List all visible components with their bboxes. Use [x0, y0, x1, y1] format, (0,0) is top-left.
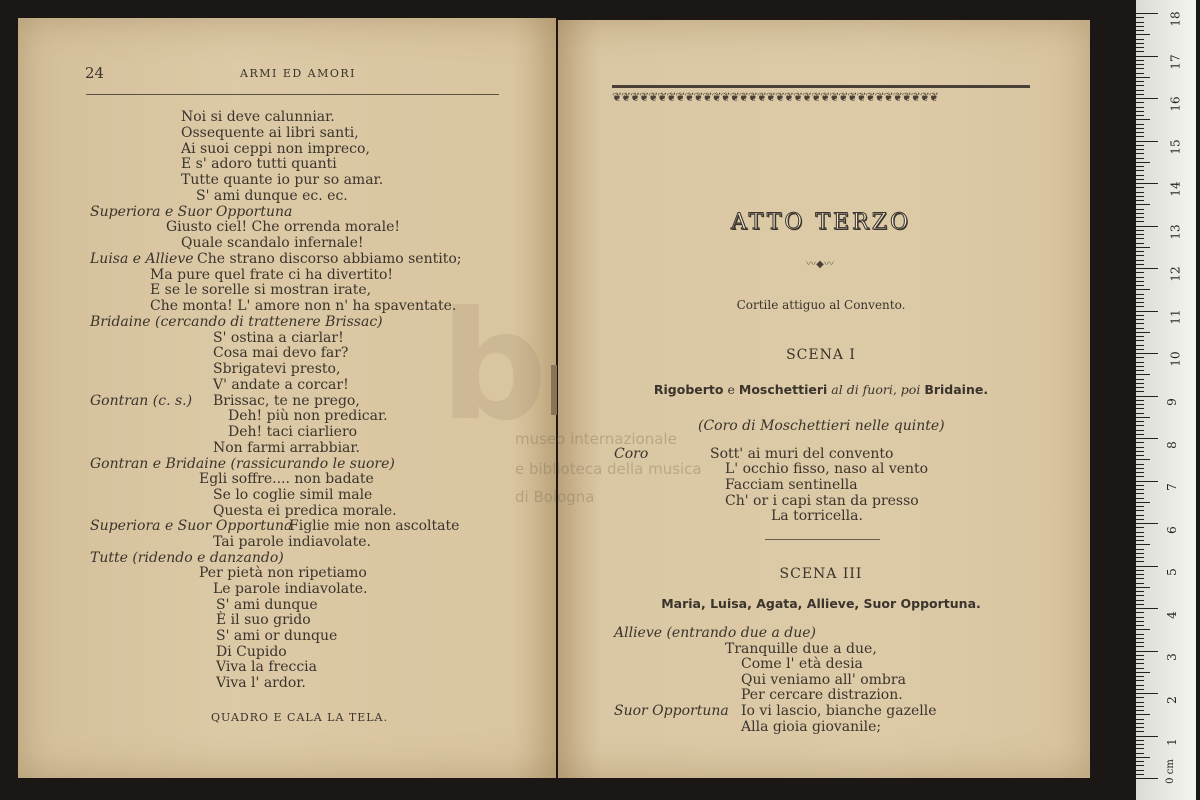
- ruler-tick: [1136, 323, 1144, 324]
- ruler-tick: [1136, 149, 1144, 150]
- verse-line: Deh! più non predicar.: [228, 408, 388, 424]
- ruler-tick: [1136, 710, 1144, 711]
- cast-name: Bridaine.: [924, 382, 989, 397]
- ruler-tick: [1136, 272, 1144, 273]
- ruler-tick: [1136, 625, 1144, 626]
- ruler-tick: [1136, 94, 1144, 95]
- ruler-tick: [1136, 357, 1144, 358]
- ruler-tick: [1136, 447, 1144, 448]
- ruler-tick: [1136, 587, 1150, 588]
- ruler-tick: [1136, 264, 1144, 265]
- ruler-tick: [1136, 553, 1144, 554]
- ruler-tick: [1136, 285, 1144, 286]
- ruler-tick: [1136, 430, 1144, 431]
- ruler-tick: [1136, 642, 1144, 643]
- verse-line: Noi si deve calunniar.: [181, 109, 335, 125]
- ruler-tick: [1136, 141, 1158, 142]
- ruler-tick: [1136, 175, 1144, 176]
- ruler-tick: [1136, 731, 1144, 732]
- ruler-tick: [1136, 502, 1150, 503]
- ruler-tick: [1136, 523, 1158, 524]
- verse-line: Per cercare distrazion.: [741, 687, 903, 703]
- verse-line: Ma pure quel frate ci ha divertito!: [150, 267, 394, 283]
- ruler-mark: 15: [1168, 139, 1183, 155]
- ruler-tick: [1136, 591, 1144, 592]
- ruler-tick: [1136, 353, 1158, 354]
- verse-line: Di Cupido: [216, 644, 287, 660]
- ruler-mark: 16: [1168, 96, 1183, 112]
- verse-line: Quale scandalo infernale!: [181, 235, 364, 251]
- ruler-tick: [1136, 655, 1144, 656]
- ruler-tick: [1136, 404, 1144, 405]
- ruler-mark: 2: [1164, 696, 1179, 704]
- ruler-tick: [1136, 685, 1144, 686]
- ruler-tick: [1136, 230, 1144, 231]
- ruler-tick: [1136, 379, 1144, 380]
- ruler-tick: [1136, 566, 1158, 567]
- ruler-tick: [1136, 119, 1150, 120]
- ruler-tick: [1136, 540, 1144, 541]
- ruler-tick: [1136, 209, 1144, 210]
- scene3-cast: Maria, Luisa, Agata, Allieve, Suor Opportuna.: [661, 596, 981, 611]
- ruler-tick: [1136, 387, 1144, 388]
- verse-line: Ch' or i capi stan da presso: [725, 493, 919, 509]
- ruler-tick: [1136, 43, 1144, 44]
- ruler-tick: [1136, 536, 1144, 537]
- ruler-tick: [1136, 124, 1144, 125]
- ruler-tick: [1136, 493, 1144, 494]
- ruler-tick: [1136, 651, 1158, 652]
- ruler-tick: [1136, 102, 1144, 103]
- ruler-mark: 4: [1164, 611, 1179, 619]
- watermark-line-2: e biblioteca della musica: [515, 460, 702, 478]
- ruler-tick: [1136, 608, 1158, 609]
- ruler-tick: [1136, 260, 1144, 261]
- ruler-tick: [1136, 719, 1144, 720]
- ruler-tick: [1136, 22, 1144, 23]
- speaker-name: Superiora e Suor Opportuna: [90, 204, 293, 220]
- verse-line: Tutte quante io pur so amar.: [181, 172, 384, 188]
- ruler-tick: [1136, 417, 1150, 418]
- verse-line: Tai parole indiavolate.: [213, 534, 371, 550]
- ruler-tick: [1136, 255, 1144, 256]
- ruler-tick: [1136, 311, 1158, 312]
- ruler-tick: [1136, 680, 1144, 681]
- ruler-tick: [1136, 408, 1144, 409]
- speaker-name: Suor Opportuna: [614, 703, 729, 719]
- ruler-mark: 8: [1164, 441, 1179, 449]
- verse-line: Per pietà non ripetiamo: [199, 565, 367, 581]
- verse-line: Viva l' ardor.: [216, 675, 306, 691]
- ruler-tick: [1136, 532, 1144, 533]
- ruler-tick: [1136, 213, 1144, 214]
- verse-line: E s' adoro tutti quanti: [181, 156, 337, 172]
- ruler-tick: [1136, 39, 1144, 40]
- ruler-tick: [1136, 294, 1144, 295]
- ruler-tick: [1136, 498, 1144, 499]
- ruler-mark: 18: [1168, 11, 1183, 27]
- ruler-mark: 13: [1168, 224, 1183, 240]
- ruler-tick: [1136, 30, 1144, 31]
- ruler-tick: [1136, 336, 1144, 337]
- speaker-name: Coro: [614, 446, 649, 462]
- ruler-tick: [1136, 702, 1144, 703]
- ruler-tick: [1136, 60, 1144, 61]
- ruler-tick: [1136, 519, 1144, 520]
- verse-line: Cosa mai devo far?: [213, 345, 349, 361]
- ruler-tick: [1136, 672, 1150, 673]
- ruler-tick: [1136, 132, 1144, 133]
- ruler-tick: [1136, 459, 1150, 460]
- ruler-tick: [1136, 332, 1150, 333]
- ruler-tick: [1136, 374, 1150, 375]
- ruler-unit-label: 0 cm: [1164, 759, 1176, 784]
- ruler-tick: [1136, 85, 1144, 86]
- ruler-tick: [1136, 153, 1144, 154]
- verse-line: Questa ei predica morale.: [213, 503, 397, 519]
- verse-line: Che strano discorso abbiamo sentito;: [197, 251, 462, 267]
- ornament-border: ❦❦❦❦❦❦❦❦❦❦❦❦❦❦❦❦❦❦❦❦❦❦❦❦❦❦❦❦❦❦❦❦❦❦❦❦: [612, 90, 938, 104]
- speaker-name: Bridaine (cercando di trattenere Brissac): [90, 314, 383, 330]
- verse-line: Tranquille due a due,: [725, 641, 877, 657]
- verse-line: Ai suoi ceppi non impreco,: [181, 141, 370, 157]
- ruler-tick: [1136, 744, 1144, 745]
- ruler-tick: [1136, 81, 1144, 82]
- ruler-mark: 12: [1168, 266, 1183, 282]
- header-rule: [86, 94, 499, 95]
- running-title: ARMI ED AMORI: [240, 67, 357, 80]
- ruler-tick: [1136, 693, 1158, 694]
- verse-line: Facciam sentinella: [725, 477, 858, 493]
- ruler-tick: [1136, 748, 1144, 749]
- ruler-tick: [1136, 646, 1144, 647]
- ruler-tick: [1136, 179, 1144, 180]
- ruler-tick: [1136, 727, 1144, 728]
- scene1-cast: [612, 382, 1030, 397]
- ruler-tick: [1136, 515, 1144, 516]
- ruler-tick: [1136, 217, 1144, 218]
- cast-name: Rigoberto: [653, 382, 724, 397]
- ruler-tick: [1136, 472, 1144, 473]
- act-title: ATTO TERZO: [730, 210, 912, 235]
- ruler-mark: 5: [1164, 568, 1179, 576]
- ruler-tick: [1136, 570, 1144, 571]
- scene3-heading: SCENA III: [779, 566, 863, 582]
- watermark-line-3: di Bologna: [515, 488, 595, 506]
- watermark-line-1: museo internazionale: [515, 430, 677, 448]
- ruler-mark: 3: [1164, 653, 1179, 661]
- ruler-tick: [1136, 64, 1144, 65]
- ruler-tick: [1136, 527, 1144, 528]
- stage-direction: (Coro di Moschettieri nelle quinte): [698, 418, 945, 434]
- ruler-tick: [1136, 251, 1144, 252]
- ruler-tick: [1136, 638, 1144, 639]
- ruler-tick: [1136, 438, 1158, 439]
- ruler-tick: [1136, 238, 1144, 239]
- verse-line: Se lo coglie simil male: [213, 487, 373, 503]
- ruler-tick: [1136, 204, 1150, 205]
- verse-line: La torricella.: [771, 508, 863, 524]
- flourish-ornament: 〰◆〰: [806, 259, 834, 270]
- speaker-name: Tutte (ridendo e danzando): [90, 550, 284, 566]
- ruler-tick: [1136, 629, 1150, 630]
- ruler-tick: [1136, 561, 1144, 562]
- ruler-tick: [1136, 621, 1144, 622]
- ruler-tick: [1136, 676, 1144, 677]
- verse-line: Io vi lascio, bianche gazelle: [741, 703, 937, 719]
- ruler-tick: [1136, 136, 1144, 137]
- verse-line: Figlie mie non ascoltate: [289, 518, 460, 534]
- ruler-tick: [1136, 362, 1144, 363]
- ruler-tick: [1136, 268, 1158, 269]
- verse-line: Egli soffre.... non badate: [199, 471, 374, 487]
- ruler-tick: [1136, 158, 1144, 159]
- ruler-tick: [1136, 757, 1150, 758]
- ruler-tick: [1136, 489, 1144, 490]
- ruler-tick: [1136, 234, 1144, 235]
- verse-line: Brissac, te ne prego,: [213, 393, 360, 409]
- verse-line: Non farmi arrabbiar.: [213, 440, 360, 456]
- ruler-tick: [1136, 549, 1144, 550]
- ruler-tick: [1136, 617, 1144, 618]
- ruler-tick: [1136, 349, 1144, 350]
- ruler-tick: [1136, 383, 1144, 384]
- verse-line: Le parole indiavolate.: [213, 581, 368, 597]
- verse-line: Qui veniamo all' ombra: [741, 672, 906, 688]
- speaker-name: Gontran e Bridaine (rassicurando le suore): [90, 456, 395, 472]
- scene-separator: [765, 539, 880, 540]
- ruler-tick: [1136, 600, 1144, 601]
- ruler-tick: [1136, 26, 1144, 27]
- ruler-tick: [1136, 200, 1144, 201]
- ruler-tick: [1136, 366, 1144, 367]
- speaker-name: Allieve (entrando due a due): [614, 625, 816, 641]
- verse-line: Ossequente ai libri santi,: [181, 125, 359, 141]
- ruler-mark: 6: [1164, 526, 1179, 534]
- ruler-tick: [1136, 778, 1158, 779]
- ruler-tick: [1136, 170, 1144, 171]
- ruler-tick: [1136, 98, 1158, 99]
- verse-line: S' ostina a ciarlar!: [213, 330, 344, 346]
- ruler-tick: [1136, 34, 1150, 35]
- verse-line: Viva la freccia: [216, 659, 317, 675]
- ruler-tick: [1136, 663, 1144, 664]
- ruler-tick: [1136, 56, 1158, 57]
- ruler-tick: [1136, 761, 1144, 762]
- ruler-tick: [1136, 128, 1144, 129]
- ruler-tick: [1136, 697, 1144, 698]
- ruler-tick: [1136, 340, 1144, 341]
- ruler-tick: [1136, 455, 1144, 456]
- ruler-tick: [1136, 421, 1144, 422]
- ruler-tick: [1136, 90, 1144, 91]
- ruler-tick: [1136, 183, 1158, 184]
- verse-line: E se le sorelle si mostran irate,: [150, 282, 372, 298]
- ruler-tick: [1136, 17, 1144, 18]
- closing-direction: QUADRO E CALA LA TELA.: [211, 711, 388, 724]
- ruler-tick: [1136, 604, 1144, 605]
- ornament-bar: [612, 85, 1030, 88]
- ruler-tick: [1136, 714, 1150, 715]
- ruler-tick: [1136, 226, 1158, 227]
- verse-line: L' occhio fisso, naso al vento: [725, 461, 929, 477]
- ruler-tick: [1136, 425, 1144, 426]
- ruler-tick: [1136, 328, 1144, 329]
- verse-line: V' andate a corcar!: [213, 377, 349, 393]
- verse-line: Sbrigatevi presto,: [213, 361, 341, 377]
- verse-line: Che monta! L' amore non n' ha spaventate.: [150, 298, 457, 314]
- ruler-tick: [1136, 298, 1144, 299]
- ruler-tick: [1136, 689, 1144, 690]
- ruler-tick: [1136, 774, 1144, 775]
- page-number: 24: [85, 64, 105, 82]
- ruler-tick: [1136, 162, 1150, 163]
- ruler-tick: [1136, 115, 1144, 116]
- ruler-tick: [1136, 13, 1158, 14]
- setting-text: Cortile attiguo al Convento.: [736, 298, 906, 312]
- ruler-tick: [1136, 247, 1150, 248]
- ruler-tick: [1136, 166, 1144, 167]
- ruler-tick: [1136, 595, 1144, 596]
- ruler-tick: [1136, 187, 1144, 188]
- ruler-tick: [1136, 302, 1144, 303]
- cast-name: Moschettieri: [738, 382, 828, 397]
- ruler-tick: [1136, 281, 1144, 282]
- ruler-mark: 9: [1164, 398, 1179, 406]
- verse-line: S' ami or dunque: [216, 628, 338, 644]
- ruler-mark: 11: [1168, 309, 1183, 325]
- ruler-tick: [1136, 451, 1144, 452]
- speaker-name: Superiora e Suor Opportuna: [90, 518, 293, 534]
- ruler-tick: [1136, 192, 1144, 193]
- ruler-tick: [1136, 481, 1158, 482]
- ruler-tick: [1136, 243, 1144, 244]
- ruler-tick: [1136, 659, 1144, 660]
- ruler-tick: [1136, 289, 1150, 290]
- ruler-tick: [1136, 345, 1144, 346]
- ruler-tick: [1136, 464, 1144, 465]
- ruler-tick: [1136, 77, 1150, 78]
- cast-note: al di fuori, poi: [831, 382, 921, 397]
- verse-line: S' ami dunque ec. ec.: [196, 188, 348, 204]
- ruler-tick: [1136, 396, 1158, 397]
- verse-line: Deh! taci ciarliero: [228, 424, 358, 440]
- verse-line: Alla gioia giovanile;: [741, 719, 882, 735]
- verse-line: È il suo grido: [216, 612, 311, 628]
- ruler-mark: 17: [1168, 54, 1183, 70]
- ruler-tick: [1136, 770, 1144, 771]
- ruler-tick: [1136, 51, 1144, 52]
- verse-line: Come l' età desia: [741, 656, 863, 672]
- ruler-tick: [1136, 557, 1144, 558]
- ruler-tick: [1136, 370, 1144, 371]
- ruler-tick: [1136, 574, 1144, 575]
- ruler-tick: [1136, 476, 1144, 477]
- ruler-tick: [1136, 634, 1144, 635]
- ruler-tick: [1136, 319, 1144, 320]
- ruler-tick: [1136, 753, 1144, 754]
- ruler-mark: 14: [1168, 181, 1183, 197]
- ruler-tick: [1136, 736, 1158, 737]
- ruler-tick: [1136, 668, 1144, 669]
- scene1-heading: SCENA I: [786, 347, 856, 363]
- ruler-tick: [1136, 111, 1144, 112]
- verse-line: Giusto ciel! Che orrenda morale!: [166, 219, 400, 235]
- ruler-tick: [1136, 706, 1144, 707]
- ruler-mark: 1: [1164, 738, 1179, 746]
- ruler-tick: [1136, 434, 1144, 435]
- ruler-tick: [1136, 612, 1144, 613]
- ruler-tick: [1136, 68, 1144, 69]
- ruler-tick: [1136, 485, 1144, 486]
- ruler-tick: [1136, 391, 1144, 392]
- ruler-tick: [1136, 400, 1144, 401]
- speaker-name: Luisa e Allieve: [90, 251, 194, 267]
- ruler-tick: [1136, 765, 1144, 766]
- ruler-tick: [1136, 578, 1144, 579]
- ruler-tick: [1136, 196, 1144, 197]
- ruler-tick: [1136, 306, 1144, 307]
- ruler-tick: [1136, 221, 1144, 222]
- speaker-name: Gontran (c. s.): [90, 393, 193, 409]
- ruler-tick: [1136, 544, 1150, 545]
- ruler-mark: 7: [1164, 483, 1179, 491]
- verse-line: Sott' ai muri del convento: [710, 446, 894, 462]
- library-watermark-logo: b: [440, 280, 548, 454]
- ruler-tick: [1136, 468, 1144, 469]
- ruler-tick: [1136, 107, 1144, 108]
- ruler-tick: [1136, 47, 1144, 48]
- verse-line: S' ami dunque: [216, 597, 318, 613]
- ruler-tick: [1136, 506, 1144, 507]
- ruler-tick: [1136, 583, 1144, 584]
- ruler-tick: [1136, 73, 1144, 74]
- ruler-tick: [1136, 510, 1144, 511]
- ruler-tick: [1136, 145, 1144, 146]
- ruler-tick: [1136, 442, 1144, 443]
- ruler-tick: [1136, 413, 1144, 414]
- ruler-tick: [1136, 277, 1144, 278]
- ruler-tick: [1136, 723, 1144, 724]
- ruler-tick: [1136, 315, 1144, 316]
- cast-conj: e: [727, 382, 735, 397]
- ruler-mark: 10: [1168, 351, 1183, 367]
- ruler-tick: [1136, 740, 1144, 741]
